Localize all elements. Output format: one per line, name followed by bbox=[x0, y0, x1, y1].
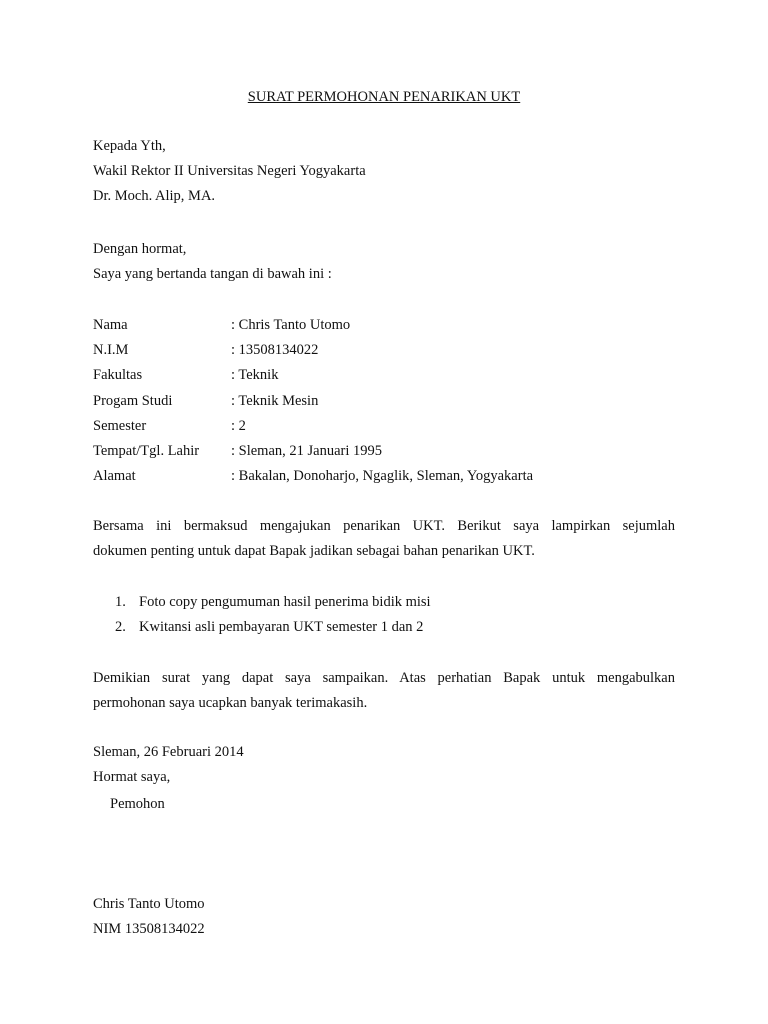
field-label-ttl: Tempat/Tgl. Lahir bbox=[93, 443, 200, 459]
field-value-ttl: : Sleman, 21 Januari 1995 bbox=[231, 443, 383, 459]
field-label-prodi: Progam Studi bbox=[93, 393, 173, 409]
signer-nim: NIM 13508134022 bbox=[93, 921, 205, 937]
closing-paragraph-line: Demikian surat yang dapat saya sampaikan. Atas perhatian Bapak untuk mengabulkan bbox=[93, 670, 675, 686]
recipient-greeting: Kepada Yth, bbox=[93, 138, 166, 154]
field-label-fakultas: Fakultas bbox=[93, 367, 143, 383]
letter-title: SURAT PERMOHONAN PENARIKAN UKT bbox=[247, 89, 521, 105]
place-date: Sleman, 26 Februari 2014 bbox=[93, 744, 244, 760]
field-value-nim: : 13508134022 bbox=[231, 342, 319, 358]
field-value-alamat: : Bakalan, Donoharjo, Ngaglik, Sleman, Yogyakarta bbox=[231, 468, 534, 484]
signer-name: Chris Tanto Utomo bbox=[93, 896, 205, 912]
field-value-prodi: : Teknik Mesin bbox=[231, 393, 319, 409]
field-label-semester: Semester bbox=[93, 418, 147, 434]
recipient-name: Dr. Moch. Alip, MA. bbox=[93, 188, 216, 204]
list-item bbox=[115, 593, 431, 611]
regards: Hormat saya, bbox=[93, 769, 171, 785]
closing-paragraph-line: permohonan saya ucapkan banyak terimakasih. bbox=[93, 695, 368, 711]
body-paragraph-line: Bersama ini bermaksud mengajukan penarikan UKT. Berikut saya lampirkan sejumlah bbox=[93, 518, 675, 534]
field-value-nama: : Chris Tanto Utomo bbox=[231, 317, 351, 333]
list-item-text: Kwitansi asli pembayaran UKT semester 1 dan 2 bbox=[139, 619, 424, 635]
field-value-semester: : 2 bbox=[231, 418, 246, 434]
body-paragraph-line: dokumen penting untuk dapat Bapak jadikan sebagai bahan penarikan UKT. bbox=[93, 543, 535, 559]
recipient-position: Wakil Rektor II Universitas Negeri Yogyakarta bbox=[93, 163, 366, 179]
list-item-text: Foto copy pengumuman hasil penerima bidik misi bbox=[139, 594, 431, 610]
closing-paragraph bbox=[93, 666, 675, 716]
signer-role: Pemohon bbox=[110, 796, 165, 812]
list-item-number: 1. bbox=[115, 594, 126, 610]
field-label-nama: Nama bbox=[93, 317, 128, 333]
field-value-fakultas: : Teknik bbox=[231, 367, 279, 383]
intro-text: Saya yang bertanda tangan di bawah ini : bbox=[93, 266, 332, 282]
field-label-alamat: Alamat bbox=[93, 468, 136, 484]
salutation: Dengan hormat, bbox=[93, 241, 187, 257]
body-paragraph bbox=[93, 514, 675, 564]
field-label-nim: N.I.M bbox=[93, 342, 129, 358]
list-item bbox=[115, 618, 423, 636]
list-item-number: 2. bbox=[115, 619, 126, 635]
